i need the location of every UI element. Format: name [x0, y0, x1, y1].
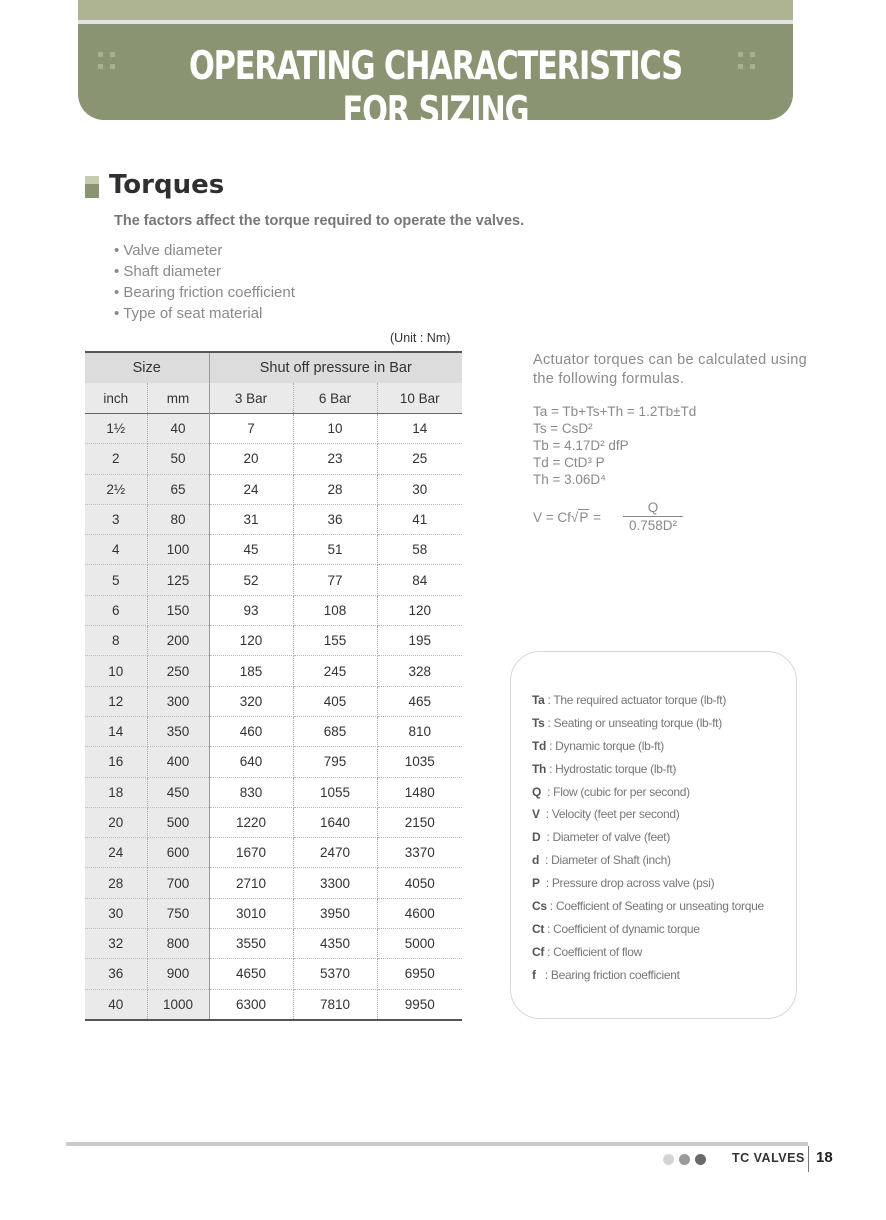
cell-10bar: 84 [377, 565, 462, 595]
cell-10bar: 25 [377, 444, 462, 474]
cell-inch: 36 [85, 959, 147, 989]
legend-item [532, 895, 764, 918]
cell-10bar: 120 [377, 595, 462, 625]
banner-dots-left [98, 52, 120, 74]
table-row [85, 807, 462, 837]
table-row [85, 686, 462, 716]
page-number: 18 [816, 1149, 833, 1166]
formula-line: Th = 3.06D⁴ [533, 472, 606, 487]
section-title: Torques [109, 170, 225, 200]
cell-inch: 24 [85, 838, 147, 868]
table-unit: (Unit : Nm) [390, 331, 451, 345]
cell-mm: 900 [147, 959, 209, 989]
legend-symbol: V [532, 807, 540, 822]
table-row [85, 414, 462, 444]
legend-symbol: Ta [532, 693, 545, 707]
cell-inch: 12 [85, 686, 147, 716]
cell-6bar: 3950 [293, 898, 377, 928]
legend-symbol: Td [532, 738, 547, 753]
table-row [85, 504, 462, 534]
cell-10bar: 4600 [377, 898, 462, 928]
legend-item [532, 849, 764, 872]
cell-mm: 65 [147, 474, 209, 504]
legend-symbol: Ct [532, 921, 545, 936]
table-row [85, 929, 462, 959]
col-header-mm: mm [147, 383, 209, 414]
factor-list [114, 240, 295, 324]
formula-line: Ta = Tb+Ts+Th = 1.2Tb±Td [533, 404, 697, 419]
cell-inch: 8 [85, 626, 147, 656]
cell-mm: 500 [147, 807, 209, 837]
cell-3bar: 52 [209, 565, 293, 595]
cell-6bar: 10 [293, 414, 377, 444]
cell-inch: 40 [85, 989, 147, 1020]
cell-6bar: 23 [293, 444, 377, 474]
legend-symbol: Q [532, 784, 542, 799]
formula-line: Tb = 4.17D² dfP [533, 438, 629, 453]
cell-3bar: 7 [209, 414, 293, 444]
cell-3bar: 24 [209, 474, 293, 504]
legend-description: : Coefficient of dynamic torque [544, 921, 700, 936]
cell-10bar: 465 [377, 686, 462, 716]
cell-10bar: 5000 [377, 929, 462, 959]
velocity-fraction [623, 500, 683, 533]
legend-item [532, 689, 764, 712]
cell-mm: 100 [147, 535, 209, 565]
legend-item [532, 712, 764, 735]
formula-intro: Actuator torques can be calculated using the following formulas. [533, 352, 807, 387]
legend-item [532, 826, 764, 849]
footer-brand: TC VALVES [732, 1151, 805, 1165]
legend-item [532, 872, 764, 895]
cell-inch: 3 [85, 504, 147, 534]
table-row [85, 747, 462, 777]
table-row [85, 626, 462, 656]
legend-symbol: d [532, 853, 540, 868]
cell-3bar: 4650 [209, 959, 293, 989]
legend-item [532, 735, 764, 758]
header-pressure: Shut off pressure in Bar [209, 352, 462, 383]
cell-6bar: 245 [293, 656, 377, 686]
table-row [85, 777, 462, 807]
cell-mm: 600 [147, 838, 209, 868]
col-header-10bar: 10 Bar [377, 383, 462, 414]
factor-item: • Shaft diameter [114, 263, 221, 280]
cell-6bar: 795 [293, 747, 377, 777]
formula-list [533, 403, 696, 488]
footer-dot [679, 1154, 690, 1165]
symbol-legend-list [532, 689, 764, 987]
cell-3bar: 185 [209, 656, 293, 686]
table-row [85, 868, 462, 898]
cell-3bar: 20 [209, 444, 293, 474]
cell-3bar: 3010 [209, 898, 293, 928]
table-row [85, 595, 462, 625]
table-row [85, 656, 462, 686]
cell-10bar: 14 [377, 414, 462, 444]
cell-inch: 6 [85, 595, 147, 625]
legend-description: : Bearing friction coefficient [535, 967, 680, 982]
cell-3bar: 6300 [209, 989, 293, 1020]
table-row [85, 565, 462, 595]
cell-6bar: 4350 [293, 929, 377, 959]
legend-symbol: f [532, 967, 536, 982]
cell-10bar: 1480 [377, 777, 462, 807]
cell-mm: 350 [147, 716, 209, 746]
table-row [85, 716, 462, 746]
banner-title: OPERATING CHARACTERISTICS FOR SIZING [188, 44, 683, 134]
cell-6bar: 2470 [293, 838, 377, 868]
cell-6bar: 28 [293, 474, 377, 504]
cell-mm: 700 [147, 868, 209, 898]
cell-mm: 400 [147, 747, 209, 777]
cell-6bar: 405 [293, 686, 377, 716]
cell-inch: 1½ [85, 414, 147, 444]
legend-item [532, 781, 764, 804]
factor-item: • Bearing friction coefficient [114, 284, 295, 301]
cell-mm: 300 [147, 686, 209, 716]
legend-description: : Coefficient of flow [544, 944, 642, 959]
cell-mm: 1000 [147, 989, 209, 1020]
table-row [85, 898, 462, 928]
cell-6bar: 3300 [293, 868, 377, 898]
formula-line: Td = CtD³ P [533, 455, 605, 470]
cell-10bar: 30 [377, 474, 462, 504]
footer-dot [663, 1154, 674, 1165]
cell-6bar: 51 [293, 535, 377, 565]
factor-item: • Valve diameter [114, 242, 223, 259]
cell-6bar: 685 [293, 716, 377, 746]
cell-inch: 5 [85, 565, 147, 595]
cell-3bar: 830 [209, 777, 293, 807]
legend-item [532, 964, 764, 987]
legend-description: : Seating or unseating torque (lb-ft) [544, 715, 722, 730]
cell-inch: 2½ [85, 474, 147, 504]
cell-inch: 2 [85, 444, 147, 474]
cell-3bar: 45 [209, 535, 293, 565]
fraction-denominator: 0.758D² [628, 518, 678, 533]
cell-3bar: 460 [209, 716, 293, 746]
legend-item [532, 803, 764, 826]
cell-10bar: 6950 [377, 959, 462, 989]
cell-mm: 125 [147, 565, 209, 595]
col-header-6bar: 6 Bar [293, 383, 377, 414]
footer-rule [66, 1142, 808, 1146]
banner-dots-right [738, 52, 760, 74]
factor-item: • Type of seat material [114, 305, 263, 322]
legend-symbol: Cs [532, 899, 547, 914]
cell-6bar: 108 [293, 595, 377, 625]
legend-description: : The required actuator torque (lb-ft) [544, 693, 727, 707]
legend-description: : Coefficient of Seating or unseating torque [546, 899, 764, 914]
col-header-inch: inch [85, 383, 147, 414]
legend-description: : Hydrostatic torque (lb-ft) [546, 761, 677, 776]
cell-3bar: 2710 [209, 868, 293, 898]
cell-3bar: 3550 [209, 929, 293, 959]
cell-10bar: 4050 [377, 868, 462, 898]
cell-mm: 200 [147, 626, 209, 656]
cell-mm: 450 [147, 777, 209, 807]
cell-mm: 250 [147, 656, 209, 686]
page-separator [808, 1146, 809, 1172]
cell-6bar: 155 [293, 626, 377, 656]
torque-table [85, 351, 462, 1021]
legend-item [532, 918, 764, 941]
table-row [85, 535, 462, 565]
table-header-row [85, 352, 462, 383]
cell-inch: 28 [85, 868, 147, 898]
cell-mm: 80 [147, 504, 209, 534]
title-banner [78, 24, 793, 134]
cell-mm: 40 [147, 414, 209, 444]
cell-10bar: 1035 [377, 747, 462, 777]
cell-6bar: 7810 [293, 989, 377, 1020]
cell-10bar: 2150 [377, 807, 462, 837]
legend-symbol: Ts [532, 715, 545, 730]
legend-description: : Diameter of valve (feet) [540, 830, 671, 845]
legend-item [532, 758, 764, 781]
table-subheader-row [85, 383, 462, 414]
header-size: Size [85, 352, 209, 383]
legend-description: : Pressure drop across valve (psi) [539, 876, 715, 891]
cell-10bar: 3370 [377, 838, 462, 868]
cell-3bar: 93 [209, 595, 293, 625]
velocity-lhs: V = Cf√P = [533, 510, 601, 525]
cell-mm: 750 [147, 898, 209, 928]
legend-symbol: Th [532, 761, 547, 776]
table-body [85, 414, 462, 1020]
cell-inch: 14 [85, 716, 147, 746]
cell-inch: 20 [85, 807, 147, 837]
table-row [85, 989, 462, 1020]
fraction-numerator: Q [623, 500, 683, 517]
banner-top-band [78, 0, 793, 20]
cell-6bar: 5370 [293, 959, 377, 989]
footer-dot [695, 1154, 706, 1165]
table-row [85, 959, 462, 989]
legend-symbol: P [532, 876, 540, 891]
cell-inch: 32 [85, 929, 147, 959]
table-row [85, 474, 462, 504]
cell-mm: 800 [147, 929, 209, 959]
legend-description: : Diameter of Shaft (inch) [539, 853, 671, 868]
section-intro: The factors affect the torque required to operate the valves. [114, 213, 525, 229]
section-marker-top [85, 176, 99, 184]
legend-description: : Dynamic torque (lb-ft) [546, 738, 664, 753]
legend-item [532, 941, 764, 964]
cell-10bar: 9950 [377, 989, 462, 1020]
cell-inch: 16 [85, 747, 147, 777]
cell-inch: 18 [85, 777, 147, 807]
cell-6bar: 36 [293, 504, 377, 534]
cell-mm: 50 [147, 444, 209, 474]
legend-symbol: Cf [532, 944, 545, 959]
legend-description: : Velocity (feet per second) [539, 807, 680, 822]
legend-symbol: D [532, 830, 541, 845]
footer-dots [663, 1152, 711, 1170]
cell-6bar: 1055 [293, 777, 377, 807]
cell-inch: 10 [85, 656, 147, 686]
cell-mm: 150 [147, 595, 209, 625]
table-row [85, 838, 462, 868]
cell-10bar: 195 [377, 626, 462, 656]
cell-3bar: 31 [209, 504, 293, 534]
cell-3bar: 320 [209, 686, 293, 716]
legend-description: : Flow (cubic for per second) [541, 784, 690, 799]
cell-3bar: 640 [209, 747, 293, 777]
cell-6bar: 77 [293, 565, 377, 595]
cell-6bar: 1640 [293, 807, 377, 837]
cell-inch: 4 [85, 535, 147, 565]
cell-10bar: 328 [377, 656, 462, 686]
cell-10bar: 810 [377, 716, 462, 746]
cell-3bar: 1220 [209, 807, 293, 837]
cell-inch: 30 [85, 898, 147, 928]
table-row [85, 444, 462, 474]
cell-3bar: 120 [209, 626, 293, 656]
cell-3bar: 1670 [209, 838, 293, 868]
symbol-legend-box [510, 651, 797, 1019]
formula-line: Ts = CsD² [533, 421, 593, 436]
cell-10bar: 41 [377, 504, 462, 534]
col-header-3bar: 3 Bar [209, 383, 293, 414]
cell-10bar: 58 [377, 535, 462, 565]
